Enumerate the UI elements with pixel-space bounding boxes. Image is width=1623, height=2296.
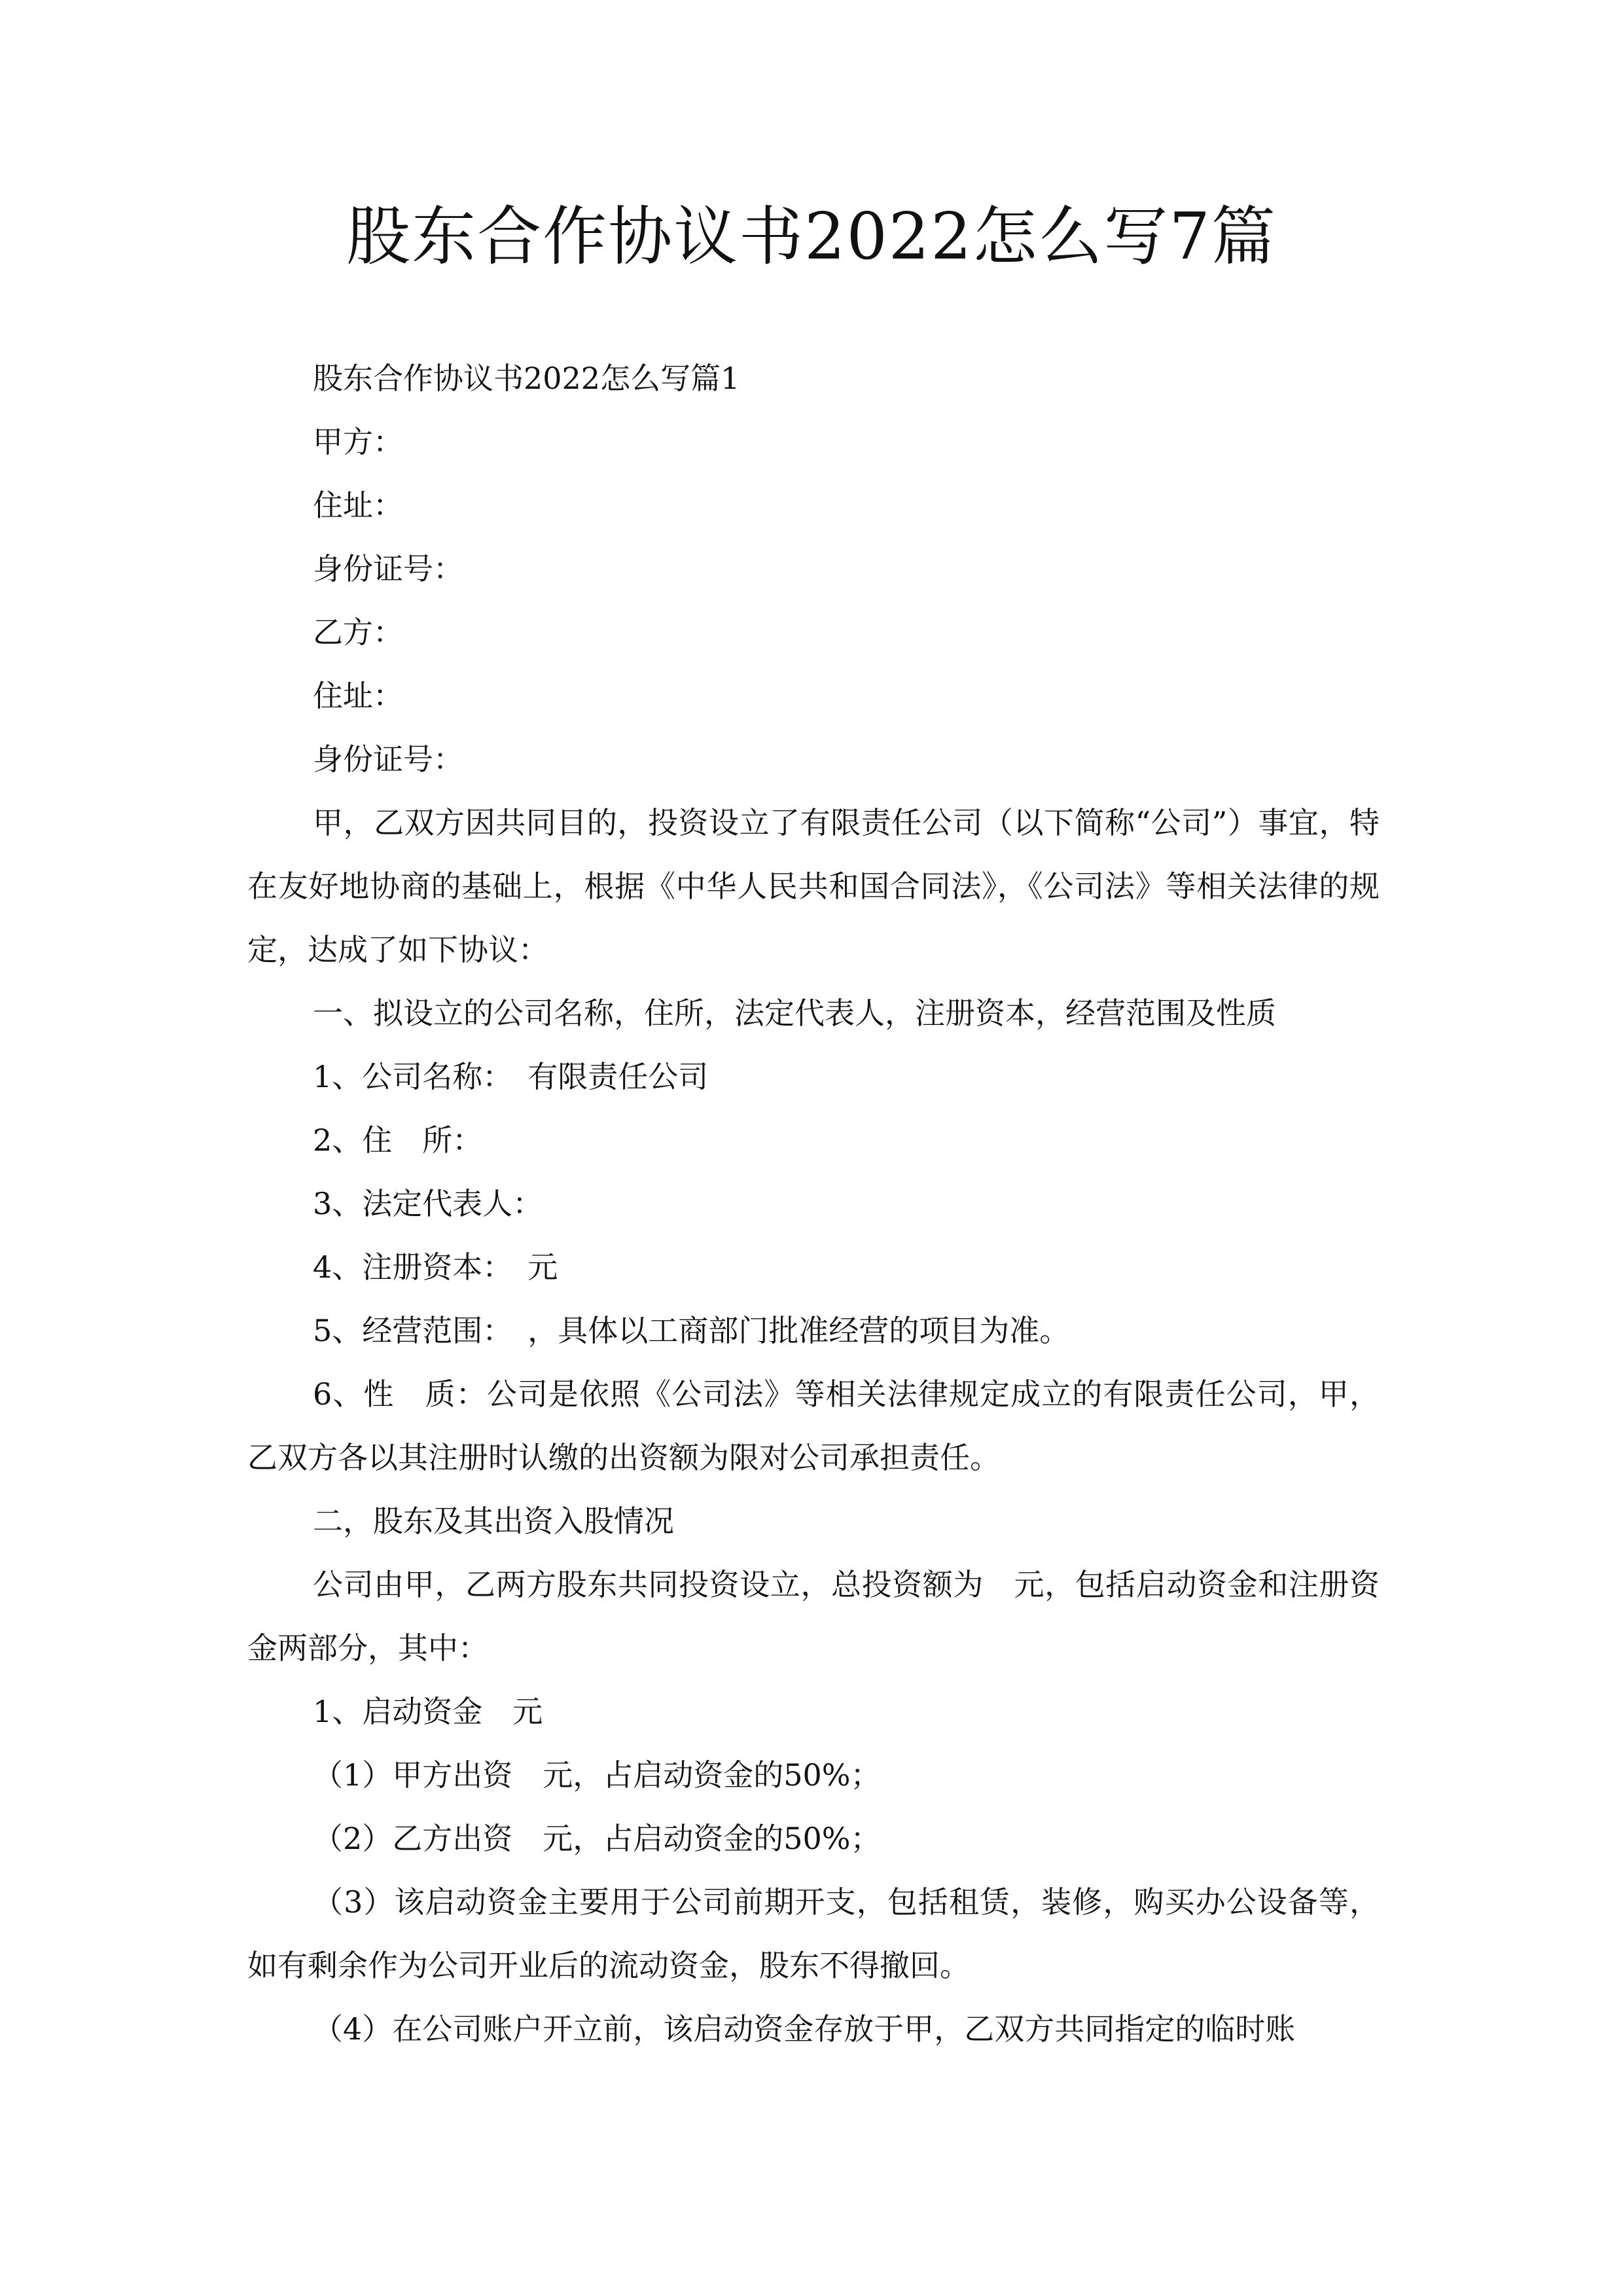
party-a-address-label: 住址：	[313, 488, 403, 523]
clause-2-heading: 二，股东及其出资入股情况	[313, 1503, 674, 1539]
clause-2-subitem-1: （1）甲方出资 元，占启动资金的50%；	[313, 1757, 881, 1793]
clause-1-item-1: 1、公司名称： 有限责任公司	[313, 1059, 709, 1094]
clause-1-item-3: 3、法定代表人：	[313, 1186, 543, 1221]
document-title: 股东合作协议书2022怎么写7篇	[346, 200, 1277, 274]
preamble-paragraph: 甲，乙双方因共同目的，投资设立了有限责任公司（以下简称“公司”）事宜，特在友好地协商的基础上，根据《中华人民共和国合同法》，《公司法》等相关法律的规定，达成了如下协议：	[247, 805, 1380, 967]
clause-2-subitem-3: （3）该启动资金主要用于公司前期开支，包括租赁，装修，购买办公设备等，如有剩余作为公司开业后的流动资金，股东不得撤回。	[247, 1884, 1380, 1983]
clause-2-subitem-4: （4）在公司账户开立前，该启动资金存放于甲，乙双方共同指定的临时账	[313, 2011, 1296, 2047]
clause-1-item-2: 2、住 所：	[313, 1122, 483, 1158]
party-b-id-label: 身份证号：	[313, 742, 463, 777]
clause-1-item-5: 5、经营范围： ，具体以工商部门批准经营的项目为准。	[313, 1313, 1070, 1348]
document-body	[247, 347, 1380, 2061]
clause-1-item-4: 4、注册资本： 元	[313, 1249, 558, 1285]
party-b-address-label: 住址：	[313, 678, 403, 713]
party-b-label: 乙方：	[313, 615, 403, 650]
clause-2-item-1: 1、启动资金 元	[313, 1694, 543, 1729]
clause-2-intro: 公司由甲，乙两方股东共同投资设立，总投资额为 元，包括启动资金和注册资金两部分，其中：	[247, 1567, 1380, 1666]
party-a-id-label: 身份证号：	[313, 551, 463, 586]
clause-2-subitem-2: （2）乙方出资 元，占启动资金的50%；	[313, 1821, 881, 1856]
clause-1-item-6: 6、性 质：公司是依照《公司法》等相关法律规定成立的有限责任公司，甲，乙双方各以其注册时认缴的出资额为限对公司承担责任。	[247, 1376, 1380, 1475]
clause-1-heading: 一、拟设立的公司名称，住所，法定代表人，注册资本，经营范围及性质	[313, 996, 1276, 1031]
party-a-label: 甲方：	[313, 424, 403, 459]
section-heading: 股东合作协议书2022怎么写篇1	[313, 361, 740, 396]
